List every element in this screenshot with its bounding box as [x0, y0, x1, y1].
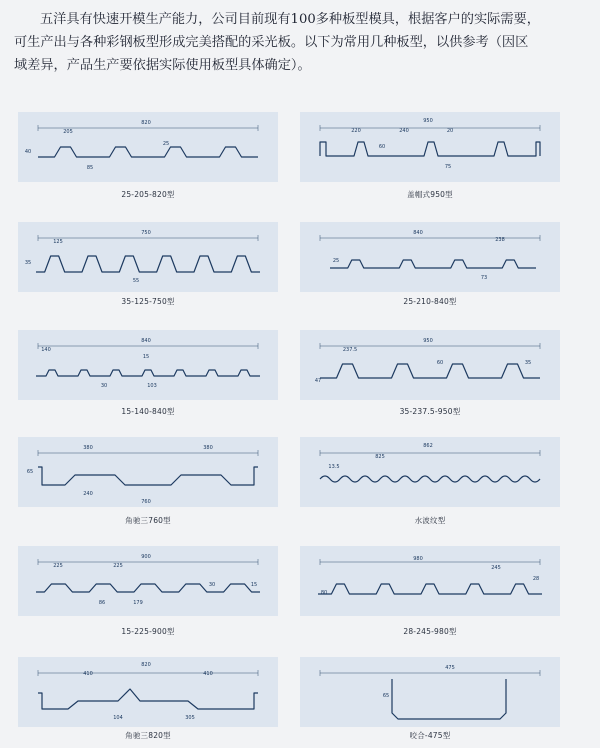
profile-caption: 水波纹型: [414, 516, 446, 525]
profile-caption: 角驰三820型: [125, 731, 171, 740]
profile-drawing-panel: [300, 330, 560, 400]
profile-caption: 15-140-840型: [121, 407, 175, 416]
dimension-label: 410: [83, 671, 93, 677]
profile-drawing-panel: [18, 546, 278, 616]
dimension-label: 980: [413, 556, 423, 562]
profile-drawing-panel: [18, 330, 278, 400]
profile-drawing: [18, 546, 278, 616]
profile-drawing-panel: [300, 222, 560, 292]
dimension-label: 47: [314, 378, 322, 384]
profile-drawing-panel: [300, 546, 560, 616]
sheet-profile-line: [392, 679, 506, 719]
dimension-label: 825: [375, 454, 385, 460]
profile-drawing: [300, 222, 560, 292]
dimension-label: 35: [24, 260, 32, 266]
sheet-profile-line: [318, 584, 542, 594]
dimension-label: 840: [413, 230, 423, 236]
profile-drawing-panel: [18, 657, 278, 727]
sheet-profile-line: [320, 364, 540, 378]
dimension-label: 35: [524, 360, 532, 366]
profile-drawing-panel: [18, 112, 278, 182]
dimension-label: 380: [203, 445, 213, 451]
dimension-label: 179: [133, 600, 143, 606]
profile-drawing-panel: [300, 112, 560, 182]
dimension-label: 240: [399, 128, 409, 134]
dimension-label: 30: [208, 582, 216, 588]
sheet-profile-line: [38, 467, 258, 485]
profile-caption: 25-210-840型: [403, 297, 457, 306]
profile-caption: 15-225-900型: [121, 627, 175, 636]
dimension-label: 15: [142, 354, 150, 360]
dimension-label: 238: [495, 237, 505, 243]
dimension-label: 225: [113, 563, 123, 569]
dimension-label: 80: [320, 590, 328, 596]
profile-drawing: [18, 330, 278, 400]
sheet-profile-line: [320, 476, 540, 482]
sheet-profile-line: [38, 147, 258, 157]
dimension-label: 86: [98, 600, 106, 606]
profile-caption: 咬合-475型: [409, 731, 451, 740]
dimension-label: 305: [185, 715, 195, 721]
dimension-label: 65: [26, 469, 34, 475]
sheet-profile-line: [36, 256, 260, 272]
profile-drawing: [18, 657, 278, 727]
intro-paragraph: [14, 8, 592, 77]
profile-drawing: [300, 330, 560, 400]
profile-caption: 盖帽式950型: [407, 190, 453, 199]
dimension-label: 28: [532, 576, 540, 582]
dimension-label: 220: [351, 128, 361, 134]
dimension-label: 20: [446, 128, 454, 134]
sheet-profile-line: [36, 370, 260, 376]
dimension-label: 60: [378, 144, 386, 150]
sheet-profile-line: [38, 689, 258, 709]
profile-caption: 25-205-820型: [121, 190, 175, 199]
dimension-label: 380: [83, 445, 93, 451]
dimension-label: 65: [382, 693, 390, 699]
profile-drawing: [18, 112, 278, 182]
profile-caption: 35-237.5-950型: [399, 407, 461, 416]
dimension-label: 25: [162, 141, 170, 147]
profile-drawing: [300, 546, 560, 616]
profile-drawing-panel: [18, 222, 278, 292]
dimension-label: 15: [250, 582, 258, 588]
profile-drawing-panel: [300, 657, 560, 727]
dimension-label: 245: [491, 565, 501, 571]
dimension-label: 750: [141, 230, 151, 236]
dimension-label: 75: [444, 164, 452, 170]
dimension-label: 25: [332, 258, 340, 264]
dimension-label: 862: [423, 443, 433, 449]
profile-drawing: [18, 222, 278, 292]
dimension-label: 55: [132, 278, 140, 284]
intro-line: 可生产出与各种彩钢板型形成完美搭配的采光板。以下为常用几种板型，以供参考（因区: [14, 35, 529, 50]
dimension-label: 950: [423, 118, 433, 124]
dimension-label: 104: [113, 715, 123, 721]
profile-caption: 角驰三760型: [125, 516, 171, 525]
dimension-label: 820: [141, 120, 151, 126]
profile-caption: 35-125-750型: [121, 297, 175, 306]
profile-drawing: [300, 112, 560, 182]
profile-drawing-panel: [300, 437, 560, 507]
dimension-label: 900: [141, 554, 151, 560]
dimension-label: 140: [41, 347, 51, 353]
dimension-label: 840: [141, 338, 151, 344]
dimension-label: 40: [24, 149, 32, 155]
dimension-label: 85: [86, 165, 94, 171]
profile-drawing: [300, 437, 560, 507]
dimension-label: 225: [53, 563, 63, 569]
intro-line: 五洋具有快速开模生产能力，公司目前现有100多种板型模具，根据客户的实际需要，: [40, 12, 540, 27]
dimension-label: 820: [141, 662, 151, 668]
profile-drawing: [18, 437, 278, 507]
profile-caption: 28-245-980型: [403, 627, 457, 636]
intro-line: 域差异，产品生产要依据实际使用板型具体确定）。: [14, 58, 311, 73]
dimension-label: 125: [53, 239, 63, 245]
dimension-label: 103: [147, 383, 157, 389]
dimension-label: 60: [436, 360, 444, 366]
sheet-profile-line: [320, 142, 540, 156]
dimension-label: 13.5: [328, 464, 340, 470]
dimension-label: 240: [83, 491, 93, 497]
profile-drawing-panel: [18, 437, 278, 507]
dimension-label: 475: [445, 665, 455, 671]
profile-drawing: [300, 657, 560, 727]
dimension-label: 410: [203, 671, 213, 677]
dimension-label: 73: [480, 275, 488, 281]
dimension-label: 237.5: [342, 347, 358, 353]
sheet-profile-line: [330, 260, 536, 268]
dimension-label: 30: [100, 383, 108, 389]
sheet-profile-line: [36, 584, 260, 592]
dimension-label: 950: [423, 338, 433, 344]
dimension-label: 760: [141, 499, 151, 505]
dimension-label: 205: [63, 129, 73, 135]
